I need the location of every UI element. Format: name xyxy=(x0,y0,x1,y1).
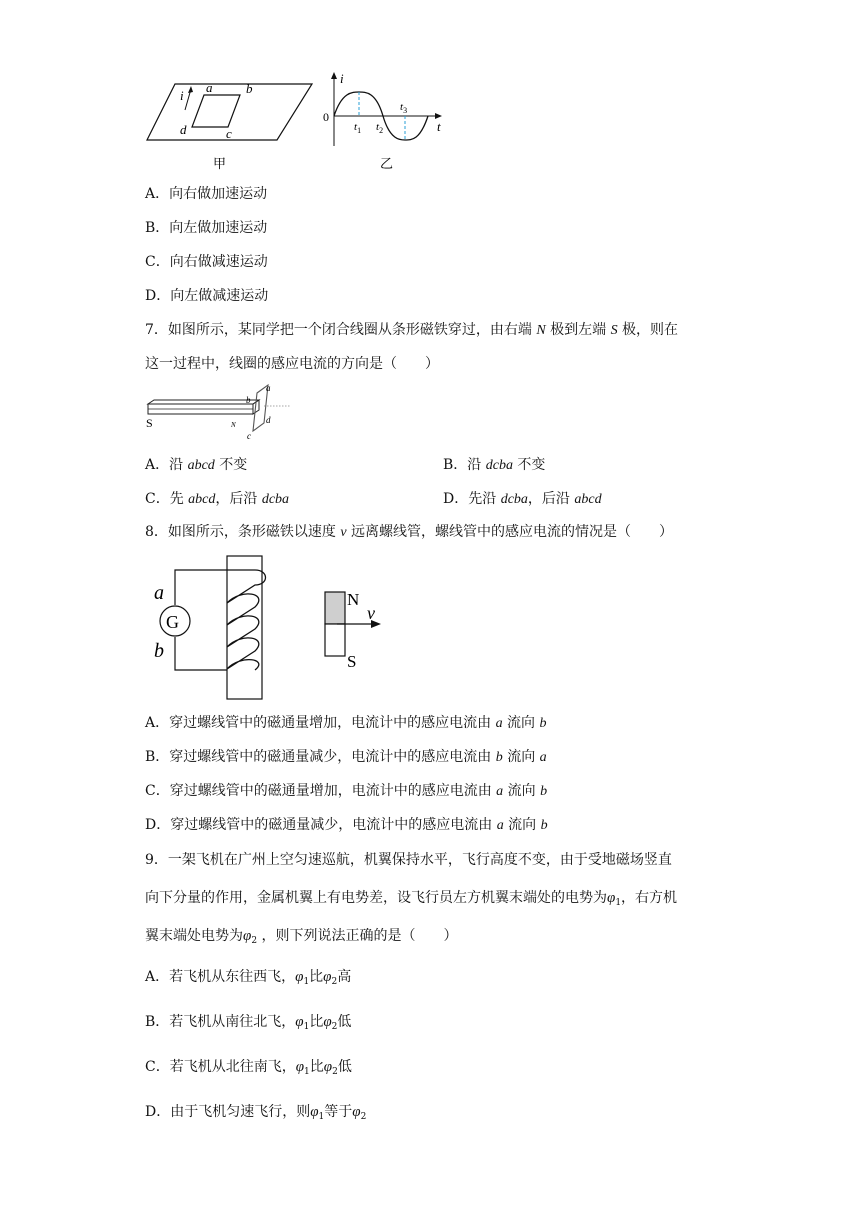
i-axis-arrow xyxy=(331,72,337,79)
caption-jia: 甲 xyxy=(213,156,227,171)
figure-jia xyxy=(140,78,320,174)
figure-q7-magnet-coil xyxy=(140,383,300,443)
origin-label: 0 xyxy=(323,110,329,124)
coil-label-c: c xyxy=(247,431,251,441)
q7-option-a[interactable]: A．沿 abcd 不变 xyxy=(145,457,248,473)
q7-stem-line2: 这一过程中，线圈的感应电流的方向是（ ） xyxy=(145,356,439,372)
q6-option-a[interactable]: A．向右做加速运动 xyxy=(145,186,268,202)
q9-stem-line3: 翼末端处电势为$\varphi_2$ ，则下列说法正确的是（ ） xyxy=(145,928,458,946)
figure-yi xyxy=(320,70,450,174)
label-a: a xyxy=(154,582,164,604)
q8-stem: 8．如图所示，条形磁铁以速度 v 远离螺线管，螺线管中的感应电流的情况是（ ） xyxy=(145,524,674,540)
q6-option-d[interactable]: D．向左做减速运动 xyxy=(145,288,269,304)
t3-label: $t_3$ xyxy=(400,101,408,115)
q9-stem-line2: 向下分量的作用，金属机翼上有电势差，设飞行员左方机翼末端处的电势为$\varphi_1$，右方机 xyxy=(145,890,678,908)
magnet-s-label: S xyxy=(347,652,357,671)
q7-option-b[interactable]: B．沿 dcba 不变 xyxy=(443,457,546,473)
label-b: b xyxy=(246,81,253,96)
q9-option-a[interactable]: A．若飞机从东往西飞，$\varphi_1$比$\varphi_2$高 xyxy=(145,969,352,987)
magnet-s-half xyxy=(325,624,345,656)
solenoid-coils xyxy=(227,570,266,670)
square-loop-abcd xyxy=(192,95,240,127)
q8-option-a[interactable]: A．穿过螺线管中的磁通量增加，电流计中的感应电流由 a 流向 b xyxy=(145,715,547,731)
label-d: d xyxy=(180,122,187,137)
velocity-label: v xyxy=(367,603,375,623)
circuit-wire xyxy=(175,570,227,605)
q7-option-c[interactable]: C．先 abcd，后沿 dcba xyxy=(145,491,290,507)
label-i: i xyxy=(180,88,184,103)
q8-option-d[interactable]: D．穿过螺线管中的磁通量减少，电流计中的感应电流由 a 流向 b xyxy=(145,817,548,833)
t1-label: $t_1$ xyxy=(354,121,362,135)
caption-yi: 乙 xyxy=(380,156,394,171)
q9-option-c[interactable]: C．若飞机从北往南飞，$\varphi_1$比$\varphi_2$低 xyxy=(145,1059,352,1077)
current-arrowhead xyxy=(188,86,193,93)
q7-stem-line1: 7．如图所示，某同学把一个闭合线圈从条形磁铁穿过，由右端 N 极到左端 S 极，则在 xyxy=(145,322,679,338)
label-c: c xyxy=(226,126,232,141)
q8-option-c[interactable]: C．穿过螺线管中的磁通量增加，电流计中的感应电流由 a 流向 b xyxy=(145,783,548,799)
label-a: a xyxy=(206,80,213,95)
magnet-s-label: S xyxy=(146,416,153,430)
galvanometer-label: G xyxy=(166,612,179,632)
coil-label-a: a xyxy=(266,383,271,393)
figure-q8-solenoid xyxy=(145,553,385,703)
q7-option-d[interactable]: D．先沿 dcba，后沿 abcd xyxy=(443,491,602,507)
q9-option-d[interactable]: D．由于飞机匀速飞行，则$\varphi_1$等于$\varphi_2$ xyxy=(145,1104,367,1122)
label-b: b xyxy=(154,640,164,662)
coil-label-b: b xyxy=(246,395,251,405)
t2-label: $t_2$ xyxy=(376,121,384,135)
q6-option-b[interactable]: B．向左做加速运动 xyxy=(145,220,268,236)
axis-t-label: t xyxy=(437,119,441,134)
q9-option-b[interactable]: B．若飞机从南往北飞，$\varphi_1$比$\varphi_2$低 xyxy=(145,1014,352,1032)
circuit-wire-bottom xyxy=(175,637,227,670)
coil-label-d: d xyxy=(266,415,271,425)
q6-option-c[interactable]: C．向右做减速运动 xyxy=(145,254,268,270)
magnet-n-label: N xyxy=(347,590,360,609)
magnet-top-face xyxy=(148,400,259,404)
q8-option-b[interactable]: B．穿过螺线管中的磁通量减少，电流计中的感应电流由 b 流向 a xyxy=(145,749,547,765)
magnet-n-label: N xyxy=(231,421,236,429)
magnet-n-half xyxy=(325,592,345,624)
q9-stem-line1: 9．一架飞机在广州上空匀速巡航，机翼保持水平，飞行高度不变，由于受地磁场竖直 xyxy=(145,852,672,868)
axis-i-label: i xyxy=(340,71,344,86)
